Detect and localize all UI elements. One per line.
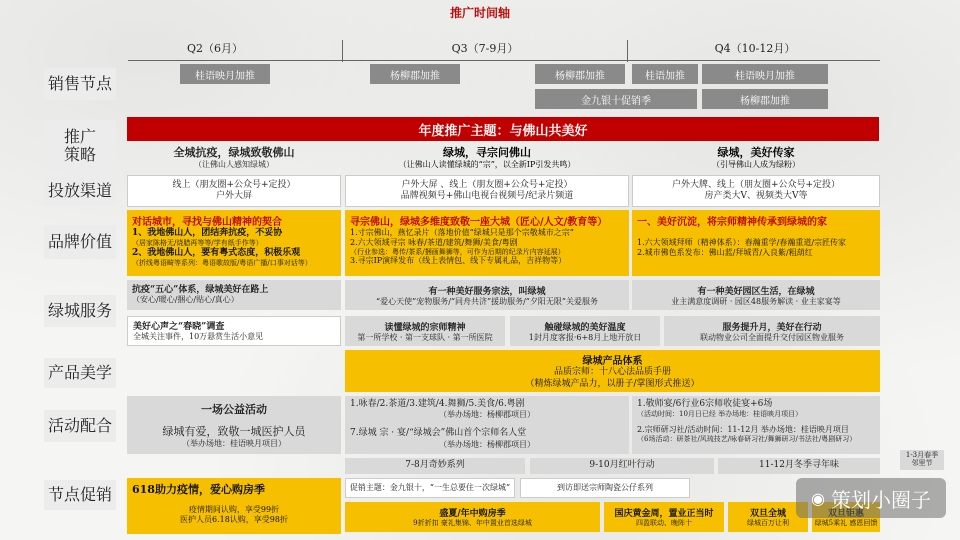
- strategy-head: 绿城，寻宗问佛山: [443, 146, 531, 159]
- channel-line: 户外大屏: [215, 191, 252, 201]
- promo-sub: 9折折扣 豪礼集锦、年中置业首选绿城: [413, 519, 532, 528]
- sales-node: 金九银十促销季: [535, 89, 697, 109]
- brand-q4: [632, 210, 880, 276]
- row-label-strategy: 推广 策略: [44, 120, 116, 172]
- brand-head: 一、美好沉淀，将宗师精神传承到绿城的家: [637, 217, 827, 228]
- brand-line: 1.寸宗佛山，燕忆录片（落地价值“绿城只是那个宗敬城市之宗”: [350, 228, 574, 237]
- activity-line: 2.宗师研习社/活动时间：11-12月 举办场地：桂语映月项目: [637, 424, 849, 434]
- promo-line: 疫情期间认购，享受99折: [188, 505, 280, 514]
- promo-head: 618助力疫情，爱心购房季: [132, 483, 265, 496]
- strategy-sub: （让佛山人读懂绿城的“宗”，以全新IP引发共鸣）: [398, 160, 576, 169]
- annual-theme-banner: 年度推广主题：与佛山共美好: [127, 117, 879, 141]
- watermark: [796, 478, 946, 518]
- promo-head: 双旦全城: [749, 509, 786, 520]
- strategy-head: 绿城，美好传家: [717, 146, 795, 159]
- product-line: 品质宗师：十八心法品质手册: [553, 367, 671, 378]
- brand-q2: [127, 210, 341, 276]
- promo-theme: 促销主题：金九银十，“一生总要住一次绿城”: [345, 478, 515, 498]
- channel-q4: [632, 175, 880, 207]
- sales-node: 杨柳郡加推: [370, 64, 460, 84]
- activity-line: （举办场地：杨柳郡项目）: [439, 410, 535, 420]
- service-q2: [127, 280, 341, 310]
- strategy-head: 全城抗疫，绿城致敬佛山: [173, 146, 295, 159]
- brand-line: （行业参选：粤传/茶系/捆画舞狮等，可作为后期的纪录片内容延展）: [350, 248, 565, 256]
- activity-q2: [127, 396, 341, 454]
- promo-sub: 四盈联动、晚阵十: [636, 519, 692, 528]
- product-head: 绿城产品体系: [582, 356, 643, 368]
- activity-bar: 7-8月奇妙系列: [345, 458, 525, 474]
- strategy-q4: [632, 142, 880, 172]
- strategy-sub: （引导佛山人成为绿粉）: [712, 160, 800, 169]
- activity-bar: 11-12月冬季寻年味: [718, 458, 880, 474]
- timeline-axis: [128, 60, 880, 61]
- promo-sub: 绿城5乘礼 感恩回馈: [814, 519, 878, 528]
- sales-node: 桂语映月加推: [180, 64, 270, 84]
- channel-q3: [345, 175, 629, 207]
- row-label-service: 绿城服务: [44, 295, 116, 327]
- brand-q3: [345, 210, 629, 276]
- sales-node: 桂语加推: [632, 64, 698, 84]
- promo-national-day: [604, 502, 724, 532]
- quarter-q3: Q3（7-9月）: [451, 42, 519, 55]
- service-sub: 全城关注事件，10万悬赏生活小意见: [133, 332, 264, 341]
- service-sub: “爱心天使”宠物服务/“同舟共济”援助服务/“夕阳无限”关爱服务: [376, 296, 598, 306]
- activity-line: （举办场地：杨柳郡项目）: [439, 439, 535, 449]
- row-label-activity: 活动配合: [44, 410, 116, 442]
- service-q4: [632, 280, 880, 310]
- activity-q4: [632, 396, 880, 454]
- row-label-sales: 销售节点: [44, 68, 116, 100]
- service-q4-b: [664, 316, 880, 346]
- brand-line: 2、我地佛山人，要有粤式态度，积极乐观: [132, 247, 301, 258]
- service-sub: 联动物业公司全面提升交付园区物业服务: [700, 332, 844, 342]
- brand-line: 3.寻宗IP演绎发布（线上表情包、线下专属礼品，吉祥物等）: [350, 256, 567, 266]
- row-label-brand: 品牌价值: [44, 225, 116, 259]
- service-head: 读懂绿城的宗师精神: [384, 322, 466, 333]
- service-head: 美好心声之“春晓”调查: [133, 322, 225, 332]
- brand-line: （居家陈格无/烧腊再等等/学有纸手作等）: [132, 239, 263, 248]
- channel-line: 品牌视频号+佛山电视台视频号/纪录片频道: [400, 191, 574, 201]
- brand-line: 2.六大领域寻宗 咏春/茶道/建筑/舞狮/美食/粤剧: [350, 238, 518, 247]
- brand-line: 1.六大领域拜师（精神体系）：春瀚重学/春瀚重道/宗匠传家: [637, 238, 847, 247]
- quarter-q4: Q4（10-12月）: [714, 42, 796, 55]
- activity-note: 1-3月春季 邻里节: [900, 450, 944, 470]
- strategy-q3: [345, 142, 629, 172]
- service-head: 有一种美好服务宗法，叫绿城: [428, 286, 546, 297]
- channel-line: 房产类大V、视频类大V等: [704, 191, 808, 201]
- promo-summer: [345, 502, 600, 532]
- activity-line: 7.绿城 宗 · 宴/“绿城会”佛山首个宗师名人堂: [350, 428, 527, 439]
- channel-line: 线上（朋友圈+公众号+定投）: [172, 179, 296, 190]
- service-q3-b: [345, 316, 505, 346]
- service-head: 有一种美好园区生活，在绿城: [697, 286, 815, 297]
- channel-q2: [127, 175, 341, 207]
- service-q2-b: [127, 316, 341, 346]
- promo-q2: [127, 478, 341, 534]
- service-sub: 1封月度客报·6+8月上地开放日: [528, 332, 642, 342]
- strategy-q2: [127, 142, 341, 172]
- strategy-sub: （让佛山人感知绿城）: [194, 160, 274, 169]
- sales-node: 杨柳郡加推: [535, 64, 625, 84]
- watermark-text: 策划小圈子: [830, 487, 931, 512]
- row-label-product: 产品美学: [44, 358, 116, 388]
- sales-node: 桂语映月加推: [702, 64, 828, 84]
- wechat-icon: ◉: [811, 488, 825, 508]
- promo-gift: 到访即送宗师陶瓷公仔系列: [520, 478, 690, 498]
- service-head: 抗疫“五心”体系，绿城美好在路上: [132, 285, 269, 295]
- service-sub: 业主满意度调研 · 园区48服务解读 · 业主家宴等: [671, 296, 841, 306]
- activity-line: 绿城有爱，致敬一城医护人员: [162, 425, 306, 438]
- activity-q3: [345, 396, 629, 454]
- brand-line: （折线粤语畸等系列：粤语歌故版/粤语广播/口事对话等）: [132, 258, 312, 267]
- channel-line: 户外大牌、线上（朋友圈+公众号+定投）: [671, 179, 841, 190]
- brand-head: 对话城市，寻找与佛山精神的契合: [132, 217, 282, 228]
- service-head: 触碰绿城的美好温度: [544, 322, 626, 333]
- promo-line: 医护人员6.18认购，享受98折: [180, 515, 288, 524]
- service-q3-c: [510, 316, 660, 346]
- brand-line: 1、我地佛山人，团结奔抗疫，不妥协: [132, 228, 283, 238]
- timeline-tick: [342, 40, 343, 62]
- service-sub: 第一所学校 · 第一支球队 · 第一所医院: [357, 332, 493, 342]
- product-box: [345, 350, 880, 392]
- activity-line: （举办场地：桂语映月项目）: [182, 439, 286, 448]
- promo-head: 盛夏/年中购房季: [439, 509, 506, 520]
- page-title: 推广时间轴: [449, 6, 510, 20]
- activity-line: 1.咏春/2.茶道/3.建筑/4.舞狮/5.美食/6.粤剧: [350, 399, 525, 409]
- timeline-tick: [627, 40, 628, 62]
- row-label-promo: 节点促销: [44, 480, 116, 510]
- activity-line: （6场活动：研茶社/风琉技艺/咏春研习社/舞狮研习/书法社/粤剧研习）: [637, 434, 857, 443]
- product-line: （精炼绿城产品力，以册子/掌图形式推送）: [525, 378, 700, 389]
- service-head: 服务提升月，美好在行动: [722, 322, 822, 333]
- activity-bar: 9-10月红叶行动: [530, 458, 714, 474]
- brand-head: 寻宗佛山，绿城多维度致敬一座大城（匠心/人文/教育等）: [350, 217, 608, 228]
- quarter-q2: Q2（6月）: [186, 42, 243, 55]
- activity-line: 1.敬师宴/6行业6宗师收徒宴+6场: [637, 399, 773, 409]
- sales-node: 杨柳郡加推: [702, 89, 828, 109]
- row-label-channel: 投放渠道: [44, 176, 116, 206]
- activity-head: 一场公益活动: [201, 403, 267, 416]
- service-sub: （安心/暖心/捆心/贴心/真心）: [132, 295, 239, 304]
- brand-line: 2.城市佛色系发布：佛山蓝/拜城青/入良紫/粗葫红: [637, 248, 813, 257]
- service-q3: [345, 280, 629, 310]
- activity-line: （活动时间：10月日已经 举办场地：桂语映月项目）: [637, 410, 803, 419]
- promo-head: 国庆黄金周，置业正当时: [614, 509, 714, 520]
- channel-line: 户外大屏 、线上（朋友圈+公众号+定投）: [401, 179, 573, 190]
- promo-sub: 绿城百万让利: [747, 519, 789, 528]
